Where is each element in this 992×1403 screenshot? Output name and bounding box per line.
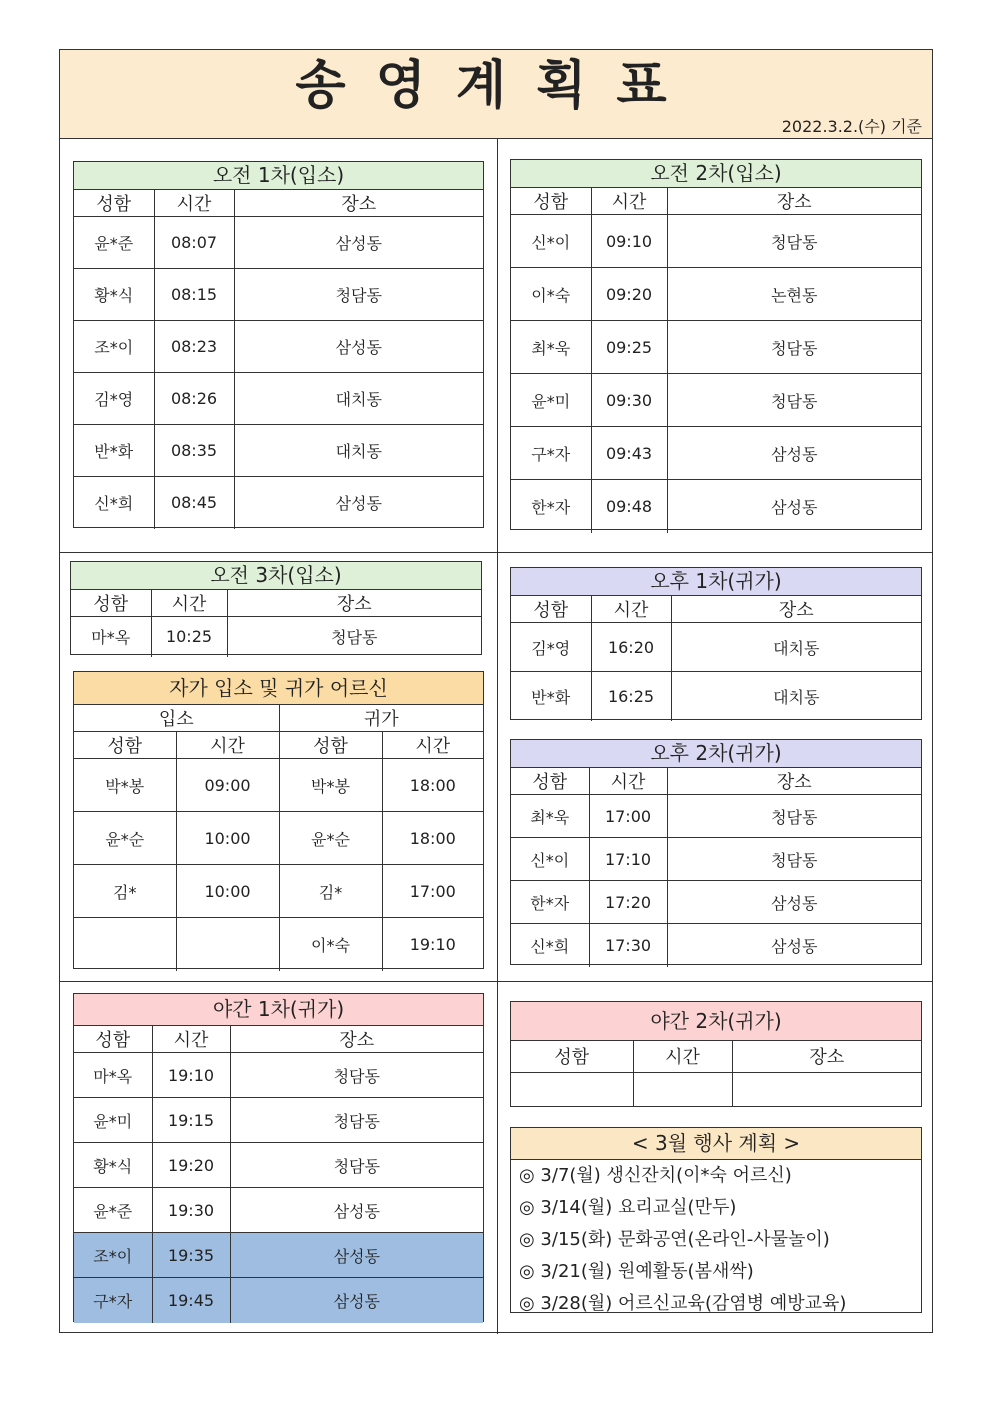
cell-place: 논현동 bbox=[667, 268, 921, 321]
cell-time: 09:48 bbox=[591, 480, 667, 533]
cell-time: 08:23 bbox=[154, 321, 234, 373]
cell-place: 대치동 bbox=[234, 425, 483, 477]
table-row bbox=[74, 918, 483, 971]
col-time: 시간 bbox=[591, 596, 671, 623]
table-row bbox=[74, 1233, 483, 1278]
cell-out-time: 19:10 bbox=[382, 918, 483, 971]
cell-name: 반*화 bbox=[74, 425, 154, 477]
table-row bbox=[74, 759, 483, 812]
table-row bbox=[74, 865, 483, 918]
page-title: 송영계획표 bbox=[295, 56, 697, 116]
am2-table bbox=[510, 159, 922, 530]
plan-item: ◎ 3/14(월) 요리교실(만두) bbox=[519, 1197, 737, 1218]
table-row bbox=[74, 425, 483, 477]
cell-name: 구*자 bbox=[74, 1278, 152, 1323]
night2-title: 야간 2차(귀가) bbox=[511, 1002, 921, 1041]
cell-name: 마*옥 bbox=[71, 617, 151, 657]
cell-place: 삼성동 bbox=[667, 924, 921, 967]
basis-date: 2022.3.2.(수) 기준 bbox=[781, 117, 922, 136]
cell-name: 윤*준 bbox=[74, 217, 154, 269]
cell-place: 청담동 bbox=[667, 374, 921, 427]
table-row bbox=[511, 427, 921, 480]
cell-time: 08:26 bbox=[154, 373, 234, 425]
col-place: 장소 bbox=[667, 768, 921, 795]
cell-out-time: 17:00 bbox=[382, 865, 483, 918]
column-divider bbox=[497, 138, 498, 1334]
cell-time: 08:15 bbox=[154, 269, 234, 321]
cell-in-name: 윤*순 bbox=[74, 812, 176, 865]
row-divider-1 bbox=[60, 552, 932, 553]
cell-place: 삼성동 bbox=[667, 881, 921, 924]
am1-table bbox=[73, 161, 484, 528]
col-place: 장소 bbox=[667, 188, 921, 215]
cell-name: 마*옥 bbox=[74, 1053, 152, 1098]
night1-table bbox=[73, 993, 484, 1322]
col-in-name: 성함 bbox=[74, 732, 176, 759]
cell-name: 신*희 bbox=[74, 477, 154, 529]
cell-time: 09:10 bbox=[591, 215, 667, 268]
table-row bbox=[511, 838, 921, 881]
col-place: 장소 bbox=[230, 1026, 483, 1053]
cell-name: 김*영 bbox=[511, 623, 591, 672]
cell-name: 조*이 bbox=[74, 1233, 152, 1278]
cell-place: 청담동 bbox=[230, 1053, 483, 1098]
march-plan bbox=[510, 1127, 922, 1313]
col-in-time: 시간 bbox=[176, 732, 279, 759]
empty-cell bbox=[732, 1072, 921, 1106]
table-row bbox=[511, 374, 921, 427]
am1-title: 오전 1차(입소) bbox=[74, 162, 483, 190]
col-place: 장소 bbox=[671, 596, 921, 623]
self-table bbox=[73, 671, 484, 969]
table-row bbox=[511, 480, 921, 533]
empty-cell bbox=[633, 1072, 732, 1106]
cell-name: 한*자 bbox=[511, 480, 591, 533]
col-time: 시간 bbox=[589, 768, 667, 795]
col-out-time: 시간 bbox=[382, 732, 483, 759]
table-row bbox=[74, 321, 483, 373]
col-name: 성함 bbox=[511, 1041, 633, 1072]
cell-name: 구*자 bbox=[511, 427, 591, 480]
cell-time: 08:45 bbox=[154, 477, 234, 529]
table-row bbox=[511, 268, 921, 321]
cell-out-time: 18:00 bbox=[382, 812, 483, 865]
cell-place: 삼성동 bbox=[234, 477, 483, 529]
cell-time: 19:15 bbox=[152, 1098, 230, 1143]
night1-title: 야간 1차(귀가) bbox=[74, 994, 483, 1026]
cell-in-name: 박*봉 bbox=[74, 759, 176, 812]
table-row bbox=[74, 477, 483, 529]
table-row bbox=[511, 881, 921, 924]
cell-name: 김*영 bbox=[74, 373, 154, 425]
col-time: 시간 bbox=[152, 1026, 230, 1053]
cell-in-name bbox=[74, 918, 176, 971]
cell-name: 윤*미 bbox=[511, 374, 591, 427]
plan-list bbox=[511, 1160, 921, 1320]
cell-name: 신*이 bbox=[511, 838, 589, 881]
cell-out-time: 18:00 bbox=[382, 759, 483, 812]
plan-item: ◎ 3/7(월) 생신잔치(이*숙 어르신) bbox=[519, 1165, 792, 1186]
cell-name: 윤*준 bbox=[74, 1188, 152, 1233]
table-row bbox=[74, 1143, 483, 1188]
cell-name: 한*자 bbox=[511, 881, 589, 924]
cell-time: 16:20 bbox=[591, 623, 671, 672]
col-time: 시간 bbox=[154, 190, 234, 217]
pm2-table bbox=[510, 739, 922, 965]
col-place: 장소 bbox=[227, 590, 481, 617]
plan-item: ◎ 3/21(월) 원예활동(봄새싹) bbox=[519, 1261, 754, 1282]
table-row bbox=[74, 269, 483, 321]
col-place: 장소 bbox=[234, 190, 483, 217]
col-time: 시간 bbox=[591, 188, 667, 215]
out-header: 귀가 bbox=[279, 705, 483, 732]
cell-time: 09:25 bbox=[591, 321, 667, 374]
cell-place: 청담동 bbox=[230, 1098, 483, 1143]
cell-time: 19:45 bbox=[152, 1278, 230, 1323]
cell-name: 이*숙 bbox=[511, 268, 591, 321]
table-row bbox=[511, 672, 921, 721]
table-row bbox=[74, 1278, 483, 1323]
table-row bbox=[71, 617, 481, 657]
cell-time: 17:10 bbox=[589, 838, 667, 881]
col-name: 성함 bbox=[74, 190, 154, 217]
col-time: 시간 bbox=[633, 1041, 732, 1072]
cell-place: 청담동 bbox=[667, 215, 921, 268]
table-row bbox=[74, 1098, 483, 1143]
cell-name: 최*욱 bbox=[511, 321, 591, 374]
cell-place: 삼성동 bbox=[667, 480, 921, 533]
cell-time: 19:35 bbox=[152, 1233, 230, 1278]
table-row bbox=[74, 373, 483, 425]
cell-place: 청담동 bbox=[667, 838, 921, 881]
cell-name: 조*이 bbox=[74, 321, 154, 373]
cell-out-name: 박*봉 bbox=[279, 759, 382, 812]
cell-time: 08:35 bbox=[154, 425, 234, 477]
plan-item: ◎ 3/15(화) 문화공연(온라인-사물놀이) bbox=[519, 1229, 830, 1250]
cell-in-time: 09:00 bbox=[176, 759, 279, 812]
cell-time: 16:25 bbox=[591, 672, 671, 721]
cell-time: 08:07 bbox=[154, 217, 234, 269]
cell-name: 윤*미 bbox=[74, 1098, 152, 1143]
col-place: 장소 bbox=[732, 1041, 921, 1072]
table-row bbox=[74, 1053, 483, 1098]
cell-place: 대치동 bbox=[234, 373, 483, 425]
cell-place: 청담동 bbox=[227, 617, 481, 657]
cell-place: 삼성동 bbox=[230, 1188, 483, 1233]
cell-time: 19:30 bbox=[152, 1188, 230, 1233]
table-row bbox=[511, 321, 921, 374]
col-name: 성함 bbox=[511, 596, 591, 623]
cell-out-name: 이*숙 bbox=[279, 918, 382, 971]
cell-time: 19:20 bbox=[152, 1143, 230, 1188]
cell-place: 삼성동 bbox=[230, 1278, 483, 1323]
am3-title: 오전 3차(입소) bbox=[71, 562, 481, 590]
am2-title: 오전 2차(입소) bbox=[511, 160, 921, 188]
table-row bbox=[74, 812, 483, 865]
table-row bbox=[511, 623, 921, 672]
cell-time: 19:10 bbox=[152, 1053, 230, 1098]
cell-in-time bbox=[176, 918, 279, 971]
col-time: 시간 bbox=[151, 590, 227, 617]
cell-in-name: 김* bbox=[74, 865, 176, 918]
cell-place: 삼성동 bbox=[234, 321, 483, 373]
empty-cell bbox=[511, 1072, 633, 1106]
cell-in-time: 10:00 bbox=[176, 812, 279, 865]
table-row bbox=[511, 215, 921, 268]
header bbox=[60, 50, 932, 139]
col-name: 성함 bbox=[74, 1026, 152, 1053]
cell-time: 09:20 bbox=[591, 268, 667, 321]
cell-name: 황*식 bbox=[74, 1143, 152, 1188]
table-row bbox=[511, 924, 921, 967]
col-name: 성함 bbox=[511, 768, 589, 795]
cell-out-name: 김* bbox=[279, 865, 382, 918]
cell-name: 신*이 bbox=[511, 215, 591, 268]
table-row bbox=[511, 795, 921, 838]
cell-place: 삼성동 bbox=[667, 427, 921, 480]
row-divider-2 bbox=[60, 981, 932, 982]
cell-place: 삼성동 bbox=[230, 1233, 483, 1278]
plan-item: ◎ 3/28(월) 어르신교육(감염병 예방교육) bbox=[519, 1293, 847, 1314]
cell-time: 10:25 bbox=[151, 617, 227, 657]
cell-place: 청담동 bbox=[230, 1143, 483, 1188]
cell-time: 09:43 bbox=[591, 427, 667, 480]
cell-time: 17:00 bbox=[589, 795, 667, 838]
am3-table bbox=[70, 561, 482, 655]
cell-time: 09:30 bbox=[591, 374, 667, 427]
pm2-title: 오후 2차(귀가) bbox=[511, 740, 921, 768]
col-out-name: 성함 bbox=[279, 732, 382, 759]
cell-place: 청담동 bbox=[667, 795, 921, 838]
cell-place: 대치동 bbox=[671, 623, 921, 672]
pm1-table bbox=[510, 567, 922, 720]
cell-name: 반*화 bbox=[511, 672, 591, 721]
col-name: 성함 bbox=[511, 188, 591, 215]
in-header: 입소 bbox=[74, 705, 279, 732]
cell-place: 청담동 bbox=[667, 321, 921, 374]
table-row bbox=[74, 1188, 483, 1233]
cell-place: 청담동 bbox=[234, 269, 483, 321]
plan-title: < 3월 행사 계획 > bbox=[511, 1128, 921, 1160]
cell-in-time: 10:00 bbox=[176, 865, 279, 918]
cell-place: 삼성동 bbox=[234, 217, 483, 269]
cell-name: 황*식 bbox=[74, 269, 154, 321]
pm1-title: 오후 1차(귀가) bbox=[511, 568, 921, 596]
cell-name: 신*희 bbox=[511, 924, 589, 967]
table-row bbox=[74, 217, 483, 269]
cell-time: 17:30 bbox=[589, 924, 667, 967]
cell-time: 17:20 bbox=[589, 881, 667, 924]
self-title: 자가 입소 및 귀가 어르신 bbox=[74, 672, 483, 705]
col-name: 성함 bbox=[71, 590, 151, 617]
cell-name: 최*욱 bbox=[511, 795, 589, 838]
cell-out-name: 윤*순 bbox=[279, 812, 382, 865]
night2-table bbox=[510, 1001, 922, 1107]
cell-place: 대치동 bbox=[671, 672, 921, 721]
